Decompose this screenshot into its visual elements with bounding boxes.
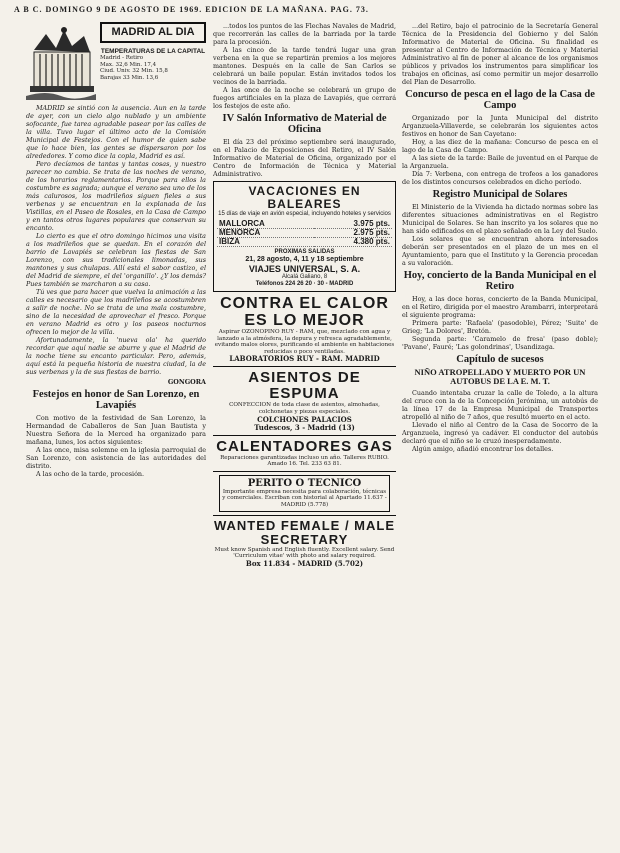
price-row [217, 238, 392, 247]
ad-asientos-headline: ASIENTOS DE ESPUMA [248, 369, 361, 403]
price-place: MENORCA [217, 229, 314, 238]
price-place: IBIZA [217, 238, 314, 247]
ad-next-label: PROXIMAS SALIDAS [274, 249, 335, 255]
body-paragraph: ...todos los puntos de las Flechas Navales de Madrid, que recorrerán las calles de la barriada por la tarde para la procesión. [213, 22, 396, 46]
body-paragraph: A las cinco de la tarde tendrá lugar una gran verbena en la que se repartirán premios a los mejores mantones. Después en la calle de San Carlos se celebrará un baile popular. Están invitados todos los vecinos de la barriada. [213, 46, 396, 86]
body-paragraph: Algún amigo, añadió encontrar los detalles. [412, 445, 554, 453]
ad-company: VIAJES UNIVERSAL, S. A. [248, 264, 361, 274]
body-paragraph: Afortunadamente, la 'nueva ola' ha querido recordar que aquí nadie se aburre y que el Madrid de la noche tiene su encanto particular. Pero, además, aquí está la pequeña historia de nuestra ciudad, la de sus verbenas y la de sus fiestas de barrio. [26, 336, 206, 376]
body-paragraph: Los solares que se encuentran ahora interesados deberán ser presentados en el plazo de un mes en el Ayuntamiento, para que el Instituto y la Gerencia procedan a su valoración. [402, 235, 598, 267]
price-table [217, 220, 392, 247]
body-paragraph: Cuando intentaba cruzar la calle de Toledo, a la altura del cruce con la de la Concepción Jerónima, un autobús de la línea 17 de la Empresa Municipal de Transportes atropelló al niño de 7 años, que resultó muerto en el acto. [402, 389, 598, 421]
section-title: Festejos en honor de San Lorenzo, en Lavapiés [32, 389, 200, 411]
ad-calor-line2: ES LO MEJOR [244, 312, 365, 329]
ad-calor-body: Aspirar OZONOPINO RUY - RAM, que, mezclado con agua y lanzado a la atmósfera, la depura y refresca agradablemente, evitando malos olores, purificando el ambiente en habitaciones reducidas o poco ventiladas. [214, 329, 395, 355]
divider [213, 471, 396, 472]
body-paragraph: Organizado por la Junta Municipal del distrito Arganzuela-Villaverde, se celebrarán los siguientes actos festivos en honor de San Cayetano: [402, 114, 598, 138]
ad-dates: 21, 28 agosto, 4, 11 y 18 septiembre [245, 256, 364, 263]
author-signoff: GONGORA [167, 378, 206, 386]
temps-line: Ciud. Univ. 32 Min. 15,8 [100, 68, 168, 74]
divider [213, 366, 396, 367]
price-value: 4.380 pts. [314, 238, 392, 247]
body-paragraph: Primera parte: 'Rafaela' (pasodoble), Pérez; 'Suite' de Grieg; 'La Dolores', Bretón. [402, 319, 598, 335]
ad-perito-body: Importante empresa necesita para colaboración, técnicas y comerciales. Escriban con historial al Apartado 11.637 - MADRID (5.778) [222, 488, 387, 508]
body-paragraph: Día 7: Verbena, con entrega de trofeos a los ganadores de los distintos concursos celebrados en dicho período. [402, 170, 598, 186]
body-paragraph: A las once, misa solemne en la iglesia parroquial de San Lorenzo, con asistencia de las autoridades del distrito. [26, 446, 206, 470]
section-title: Hoy, concierto de la Banda Municipal en el Retiro [403, 270, 597, 292]
temps-title: TEMPERATURAS DE LA CAPITAL [100, 48, 206, 55]
ad-perito [219, 475, 390, 512]
ad-subline: 15 días de viaje en avión especial, incluyendo hoteles y servicios [218, 211, 391, 217]
ad-headline: VACACIONES EN BALEARES [248, 184, 361, 211]
body-paragraph: Hoy, a las diez de la mañana: Concurso de pesca en el lago de la Casa de Campo. [402, 138, 598, 154]
body-paragraph: MADRID se sintió con la ausencia. Aun en la tarde de ayer, con un cielo algo nublado y un ambiente sofocante, fue tarea agradable pasear por las calles de la villa. Tuvo lugar el último acto de la Comisión Municipal de Festejos. Con el humor de quien sabe que lo hace bien, las gentes se dispersaron por los alrededores. Y como dice la copla, Madrid es así. [26, 104, 206, 160]
column-1 [26, 22, 206, 842]
ad-wanted-body: Must know Spanish and English fluently. Excellent salary. Send 'Curriculum vitae' with photo and salary required. [214, 546, 395, 560]
body-paragraph: Pero decíamos de tantas y tantas cosas, y nuestro parecer no cambia. Se trata de las noches de verano, de los horarios reglamentarios. Porque para ellos la costumbre es sagrada; aunque el verano sea uno de los más calurosos, los madrileños siguen fieles a sus verbenas y se encuentran en la explanada de las Vistillas, en el Paseo de Rosales, en la Casa de Campo y en tantos otros lugares populares que conservan su encanto. [26, 160, 206, 232]
ad-asientos-address: Tudescos, 3 - Madrid (13) [254, 422, 355, 432]
body-paragraph: Lo cierto es que el otro domingo hicimos una visita a los madrileños que se quedan. En el corazón del barrio de Lavapiés se celebran las fiestas de San Lorenzo, con sus tradicionales limonadas, sus mantones y sus chulapas. Allí está el sabor castizo, el del Madrid de siempre, el del 'organillo'. ¿Y los demás? Pues también se marcharon a su casa. [26, 232, 206, 288]
body-paragraph: Llevado el niño al Centro de la Casa de Socorro de la Arganzuela, ingresó ya cadáver. El conductor del autobús declaró que el niño se le cruzó inesperadamente. [402, 421, 598, 445]
body-paragraph: ...del Retiro, bajo el patrocinio de la Secretaría General Técnica de la Presidencia del Gobierno y del Salón Informativo de Material de Oficina. Su finalidad es presentar al Centro de Información de Técnica y Material Administrativo al fin de poner al alcance de los organismos públicos y privados los instrumentos para simplificar los trabajos en oficinas, así como permitir un mejor desarrollo del Plan de Desarrollo. [402, 22, 598, 86]
ad-calentadores-body: Reparaciones garantizadas incluso un año. Talleres RUBIO. Amado 16. Tel. 233 63 81. [220, 454, 389, 468]
divider [213, 515, 396, 516]
madrid-al-dia-box [26, 22, 206, 100]
ad-calor-line1: CONTRA EL CALOR [220, 295, 389, 312]
body-paragraph: El Ministerio de la Vivienda ha dictado normas sobre las diferentes situaciones administrativas en el Registro Municipal de Solares. Se han inscrito ya los solares que no han sido edificados en el plazo señalado en la Ley del Suelo. [402, 203, 598, 235]
body-paragraph: Hoy, a las doce horas, concierto de la Banda Municipal, en el Retiro, dirigida por el maestro Arambarri, interpretará el siguiente programa: [402, 295, 598, 319]
ad-phones: Teléfonos 224 26 20 · 30 - MADRID [255, 281, 354, 287]
body-paragraph: A las siete de la tarde: Baile de juventud en el Parque de la Arganzuela. [402, 154, 598, 170]
ad-address: Alcalá Galiano, 8 [281, 274, 328, 280]
price-value: 2.975 pts. [314, 229, 392, 238]
price-value: 3.975 pts. [314, 220, 392, 229]
temps-line: Madrid - Retiro [100, 55, 144, 61]
section-title: Concurso de pesca en el lago de la Casa de Campo [405, 89, 595, 111]
temps-line: Barajas 33 Min. 13,6 [100, 74, 159, 81]
section-title: Capítulo de sucesos [456, 354, 544, 365]
divider [213, 435, 396, 436]
ad-asientos-body: CONFECCION de toda clase de asientos, almohadas, colchonetas y piezas especiales. [229, 402, 380, 415]
page-header: A B C. DOMINGO 9 DE AGOSTO DE 1969. EDICION DE LA MAÑANA. PAG. 73. [14, 5, 369, 14]
ad-wanted-headline: WANTED FEMALE / MALE SECRETARY [213, 517, 396, 547]
body-paragraph: Con motivo de la festividad de San Lorenzo, la Hermandad de Caballeros de San Juan Bautista y Nuestra Señora de la Merced ha organizado para mañana, lunes, los actos siguientes: [26, 414, 206, 446]
price-place: MALLORCA [217, 220, 314, 229]
body-paragraph: El día 23 del próximo septiembre será inaugurado, en el Palacio de Exposiciones del Retiro, el IV Salón Informativo de Material de Oficina, organizado por el Centro de Información de Técnica y Material Administrativo. [213, 138, 396, 178]
palace-illustration [26, 22, 96, 100]
section-title: Registro Municipal de Solares [432, 189, 568, 200]
feature-title: MADRID AL DIA [100, 22, 206, 43]
ad-calor-footer: LABORATORIOS RUY - RAM. MADRID [229, 354, 380, 364]
ad-vacaciones [213, 181, 396, 292]
temps-line: Max. 32,6 Min. 17,4 [100, 61, 157, 68]
column-3 [402, 22, 598, 842]
ad-perito-headline: PERITO O TECNICO [247, 477, 362, 489]
madrid-side [100, 22, 206, 100]
section-subtitle: NIÑO ATROPELLADO Y MUERTO POR UN AUTOBUS DE LA E. M. T. [414, 367, 586, 386]
body-paragraph: A las ocho de la tarde, procesión. [36, 470, 145, 478]
body-paragraph: Tú ves que para hacer que vuelva la animación a las calles es necesario que los madrileños se acostumbren a salir de noche. No se trata de una mala costumbre, sino de la necesidad de aprovechar el fresco. Porque en verano Madrid es otro y los paseos nocturnos ofrecen lo mejor de la villa. [26, 288, 206, 336]
section-title: IV Salón Informativo de Material de Oficina [222, 113, 387, 135]
column-2 [213, 22, 396, 842]
ad-calentadores-headline: CALENTADORES GAS [216, 437, 393, 455]
body-paragraph: Segunda parte: 'Caramelo de fresa' (paso doble); 'Pavane', Fauré; 'Las golondrinas', Usandizaga. [402, 335, 598, 351]
ad-asientos-company: COLCHONES PALACIOS [257, 414, 352, 424]
ad-wanted-footer: Box 11.834 - MADRID (5.702) [245, 558, 364, 568]
body-paragraph: A las once de la noche se celebrará un grupo de fuegos artificiales en la plaza de Lavapiés, que cerrará los festejos de este año. [213, 86, 396, 110]
